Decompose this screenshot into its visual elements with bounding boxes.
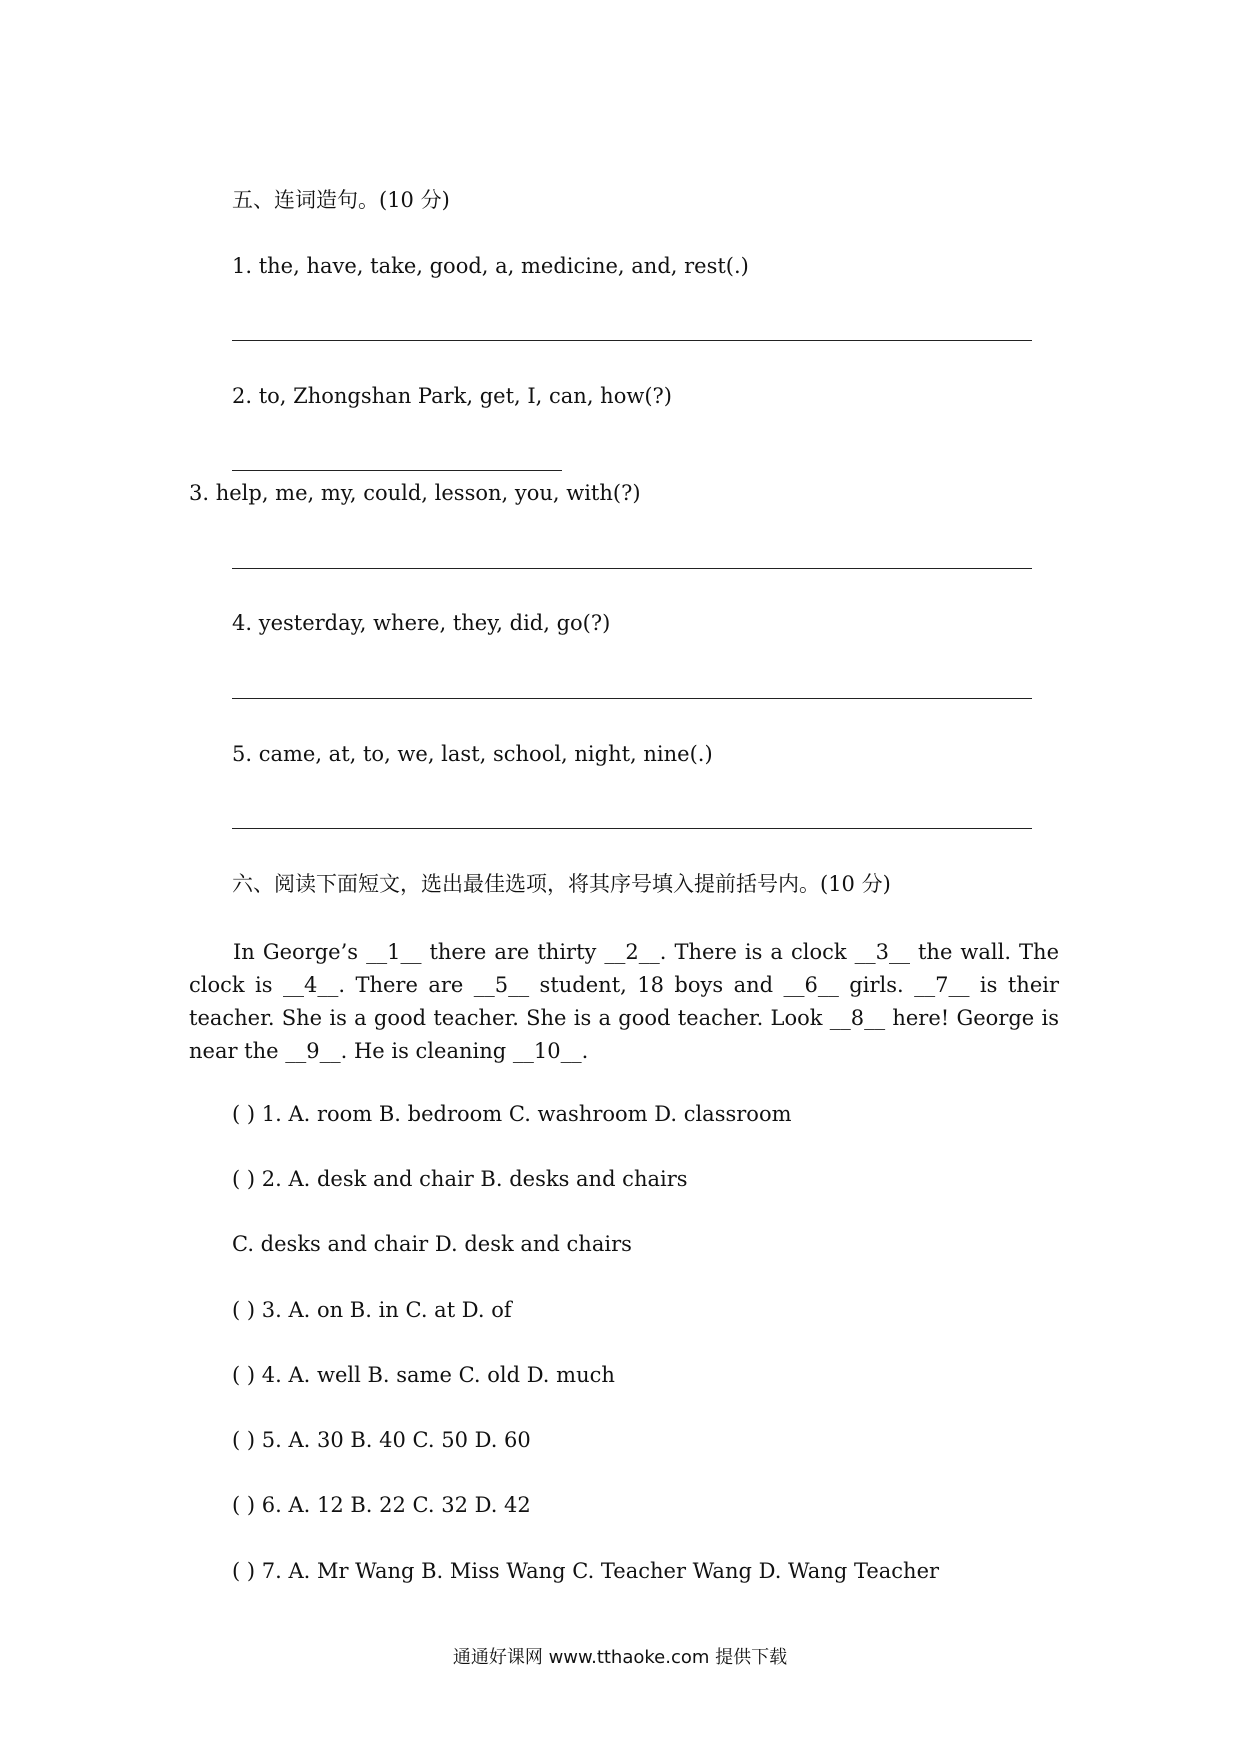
question-item-4: 4. yesterday, where, they, did, go(?)	[232, 611, 611, 635]
answer-line-1	[232, 340, 1032, 341]
question-item-2: 2. to, Zhongshan Park, get, I, can, how(?)	[232, 384, 672, 408]
section5-heading: 五、连词造句。(10 分)	[232, 188, 450, 212]
choice-question-6: ( ) 6. A. 12 B. 22 C. 32 D. 42	[232, 1493, 531, 1517]
page-footer: 通通好课网 www.tthaoke.com 提供下载	[452, 1647, 788, 1668]
question-item-1: 1. the, have, take, good, a, medicine, and, rest(.)	[232, 254, 749, 278]
choice-question-3: ( ) 3. A. on B. in C. at D. of	[232, 1298, 512, 1322]
question-item-3: 3. help, me, my, could, lesson, you, with(?)	[189, 481, 641, 505]
answer-line-5	[232, 828, 1032, 829]
answer-line-3	[232, 568, 1032, 569]
question-item-5: 5. came, at, to, we, last, school, night, nine(.)	[232, 742, 713, 766]
choice-question-7: ( ) 7. A. Mr Wang B. Miss Wang C. Teacher Wang D. Wang Teacher	[232, 1559, 940, 1583]
reading-passage: In George’s __1__ there are thirty __2__. There is a clock __3__ the wall. The clock is __4__. There are __5__ student, 18 boys and __6__ girls. __7__ is their teacher. She is a good teacher. She is a good teacher. Look __8__ here! George is near the __9__. He is cleaning __10__.	[189, 940, 1059, 1063]
choice-question-5: ( ) 5. A. 30 B. 40 C. 50 D. 60	[232, 1428, 531, 1452]
choice-question-1: ( ) 1. A. room B. bedroom C. washroom D. classroom	[232, 1102, 792, 1126]
answer-line-4	[232, 698, 1032, 699]
choice-question-2: ( ) 2. A. desk and chair B. desks and chairs	[232, 1167, 688, 1191]
section6-heading: 六、阅读下面短文，选出最佳选项，将其序号填入提前括号内。(10 分)	[232, 872, 891, 896]
answer-line-2	[232, 470, 562, 471]
choice-question-2-cont: C. desks and chair D. desk and chairs	[232, 1232, 632, 1256]
choice-question-4: ( ) 4. A. well B. same C. old D. much	[232, 1363, 615, 1387]
